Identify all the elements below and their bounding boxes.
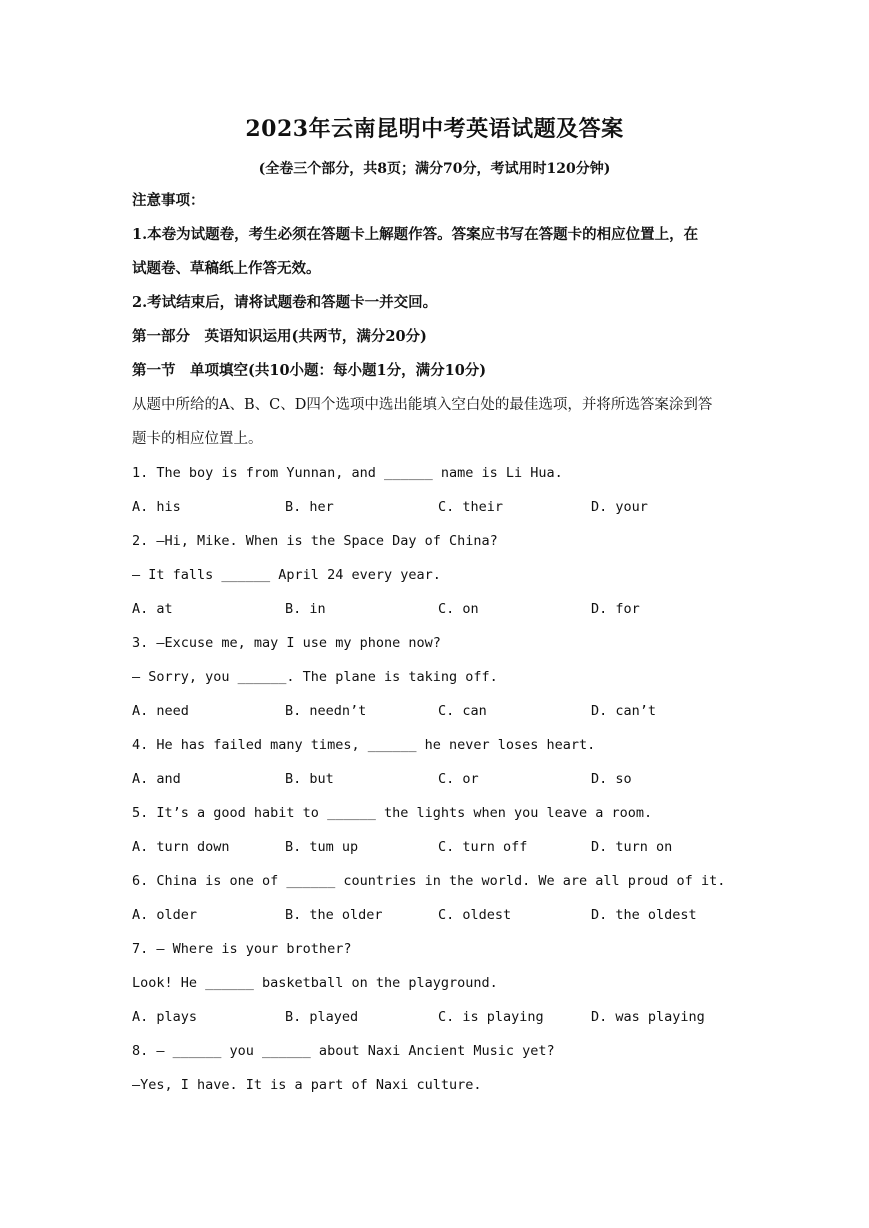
question-8-stem: 8. — ______ you ______ about Naxi Ancient Music yet? xyxy=(132,1043,555,1059)
option-a: A. turn down xyxy=(132,839,230,855)
question-1-options xyxy=(132,490,744,524)
option-c: C. or xyxy=(438,771,479,787)
question-2-options xyxy=(132,592,744,626)
question-5-stem: 5. It’s a good habit to ______ the lights when you leave a room. xyxy=(132,805,653,821)
option-c: C. oldest xyxy=(438,907,512,923)
question-7-stem: 7. — Where is your brother? xyxy=(132,941,352,957)
notice-heading: 注意事项： xyxy=(132,192,205,209)
option-a: A. and xyxy=(132,771,181,787)
option-b: B. tum up xyxy=(285,839,359,855)
question-3-options xyxy=(132,694,744,728)
question-7-options xyxy=(132,1000,744,1034)
option-a: A. his xyxy=(132,499,181,515)
option-d: D. so xyxy=(591,771,632,787)
instruction-line-1: 从题中所给的A、B、C、D四个选项中选出能填入空白处的最佳选项，并将所选答案涂到答 xyxy=(132,397,713,413)
option-b: B. played xyxy=(285,1009,359,1025)
option-d: D. turn on xyxy=(591,839,673,855)
exam-body xyxy=(132,184,744,1102)
option-d: D. your xyxy=(591,499,648,515)
option-d: D. for xyxy=(591,601,640,617)
option-d: D. was playing xyxy=(591,1009,705,1025)
question-1-stem: 1. The boy is from Yunnan, and ______ name is Li Hua. xyxy=(132,465,563,481)
option-d: D. can’t xyxy=(591,703,657,719)
question-4-options xyxy=(132,762,744,796)
question-8-stem-line-2: —Yes, I have. It is a part of Naxi culture. xyxy=(132,1077,482,1093)
option-c: C. on xyxy=(438,601,479,617)
instruction-line-2: 题卡的相应位置上。 xyxy=(132,431,263,447)
notice-item-1-line-1: 1.本卷为试题卷，考生必须在答题卡上解题作答。答案应书写在答题卡的相应位置上，在 xyxy=(132,226,699,243)
option-b: B. in xyxy=(285,601,326,617)
question-5-options xyxy=(132,830,744,864)
option-d: D. the oldest xyxy=(591,907,697,923)
question-3-stem-line-2: — Sorry, you ______. The plane is taking off. xyxy=(132,669,498,685)
option-b: B. her xyxy=(285,499,334,515)
question-7-stem-line-2: Look! He ______ basketball on the playground. xyxy=(132,975,498,991)
question-6-options xyxy=(132,898,744,932)
option-c: C. their xyxy=(438,499,504,515)
question-4-stem: 4. He has failed many times, ______ he never loses heart. xyxy=(132,737,596,753)
option-b: B. the older xyxy=(285,907,383,923)
option-a: A. older xyxy=(132,907,198,923)
question-2-stem-line-2: — It falls ______ April 24 every year. xyxy=(132,567,441,583)
part1-heading: 第一部分 英语知识运用(共两节，满分20分) xyxy=(132,328,427,345)
question-2-stem: 2. —Hi, Mike. When is the Space Day of China? xyxy=(132,533,498,549)
notice-item-2: 2.考试结束后，请将试题卷和答题卡一并交回。 xyxy=(132,294,438,311)
option-b: B. but xyxy=(285,771,334,787)
question-3-stem: 3. —Excuse me, may I use my phone now? xyxy=(132,635,441,651)
option-c: C. can xyxy=(438,703,487,719)
notice-item-1-line-2: 试题卷、草稿纸上作答无效。 xyxy=(132,260,321,277)
option-a: A. at xyxy=(132,601,173,617)
question-6-stem: 6. China is one of ______ countries in the world. We are all proud of it. xyxy=(132,873,726,889)
section1-heading: 第一节 单项填空(共10小题：每小题1分，满分10分) xyxy=(132,362,487,379)
option-c: C. is playing xyxy=(438,1009,544,1025)
page-title: 2023年云南昆明中考英语试题及答案 xyxy=(245,116,624,142)
option-a: A. need xyxy=(132,703,189,719)
page-subtitle: (全卷三个部分，共8页；满分70分，考试用时120分钟) xyxy=(258,161,611,177)
option-a: A. plays xyxy=(132,1009,198,1025)
option-b: B. needn’t xyxy=(285,703,367,719)
option-c: C. turn off xyxy=(438,839,528,855)
